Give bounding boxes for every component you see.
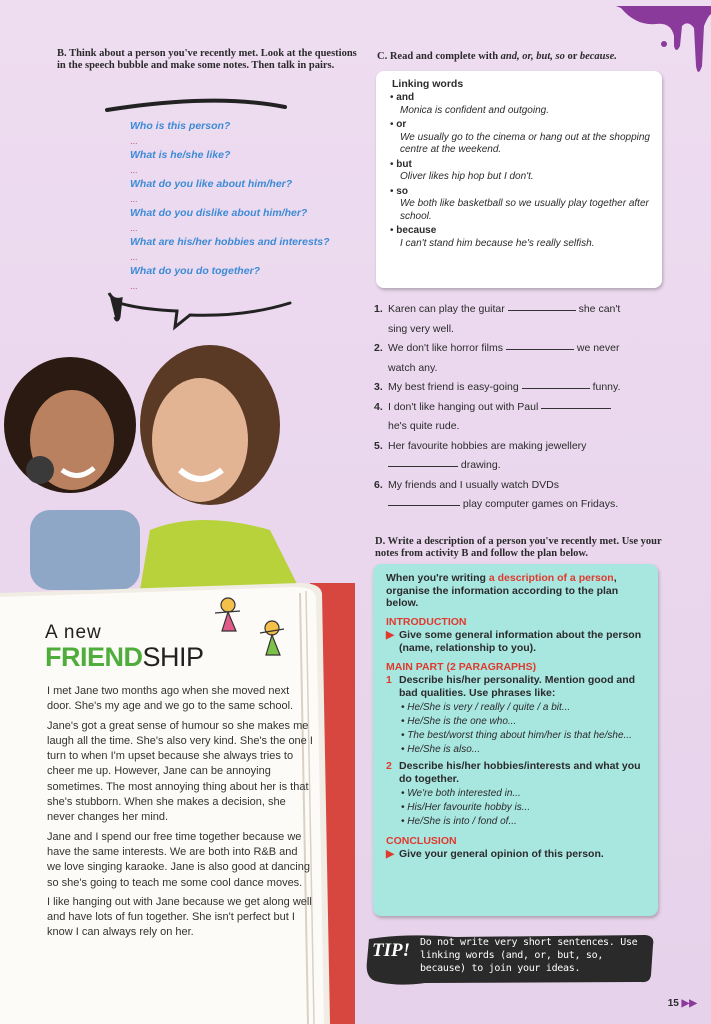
exercise-6 bbox=[374, 476, 664, 515]
exercise-text: play computer games on Fridays. bbox=[462, 498, 619, 510]
question-6: What do you do together? bbox=[130, 265, 261, 277]
main-point-1-text: Describe his/her personality. Mention good and bad qualities. Use phrases like: bbox=[399, 673, 636, 699]
question-1: Who is this person? bbox=[130, 120, 231, 132]
main-point-2 bbox=[386, 760, 646, 786]
exercise-number: 2. bbox=[374, 342, 383, 354]
dots: ... bbox=[130, 223, 138, 233]
plan-intro bbox=[386, 572, 646, 610]
linking-example: Monica is confident and outgoing. bbox=[400, 104, 549, 116]
exercise-text: We don't like horror films bbox=[388, 342, 504, 354]
linking-word: so bbox=[396, 185, 408, 197]
exercise-text: drawing. bbox=[460, 459, 501, 471]
dots: ... bbox=[130, 281, 138, 291]
linking-word: but bbox=[396, 158, 412, 170]
exercise-list bbox=[374, 300, 664, 515]
number-2: 2 bbox=[386, 759, 392, 772]
exercise-text: he's quite rude. bbox=[388, 420, 460, 432]
plan-intro-text: , organise the information according to the plan below. bbox=[386, 572, 619, 609]
main-part-heading: MAIN PART (2 PARAGRAPHS) bbox=[386, 660, 537, 673]
answer-blank[interactable] bbox=[388, 495, 460, 506]
page-number bbox=[668, 998, 697, 1009]
linking-words-box bbox=[376, 71, 662, 288]
exercise-2 bbox=[374, 339, 664, 378]
plan-intro-text: When you're writing bbox=[386, 572, 489, 584]
phrase: • He/She is also... bbox=[401, 743, 481, 755]
story-title-small: A new bbox=[45, 622, 102, 643]
exercise-text: My friends and I usually watch DVDs bbox=[388, 478, 559, 491]
question-list bbox=[130, 120, 360, 294]
section-c-title-or: or bbox=[564, 51, 580, 62]
conclusion-text: Give your general opinion of this person. bbox=[399, 847, 604, 860]
section-c-title bbox=[377, 51, 677, 63]
phrase: • He/She is very / really / quite / a bit... bbox=[401, 701, 571, 713]
linking-example: We usually go to the cinema or hang out at the shopping centre at the weekend. bbox=[400, 131, 650, 155]
phrase: • We're both interested in... bbox=[401, 787, 521, 799]
linking-word-item: • and Monica is confident and outgoing. bbox=[390, 92, 662, 117]
exercise-text: Her favourite hobbies are making jewellery bbox=[388, 439, 587, 452]
dots: ... bbox=[130, 136, 138, 146]
exercise-text: sing very well. bbox=[388, 322, 454, 335]
writing-plan-box bbox=[373, 564, 658, 916]
exercise-text: My best friend is easy-going bbox=[388, 381, 519, 393]
exercise-number: 6. bbox=[374, 478, 383, 491]
forward-arrows-icon: ▶▶ bbox=[681, 998, 697, 1009]
story-paragraph: I like hanging out with Jane because we get along well and have lots of fun together. She isn't perfect but I know I can always rely on her. bbox=[47, 895, 312, 939]
question-5: What are his/her hobbies and interests? bbox=[130, 236, 330, 248]
story-paragraph: Jane's got a great sense of humour so she makes me laugh all the time. She's also very kind. She's the one I turn to when I'm upset because she always tries to cheer me up. However, Jane can be annoying sometimes. The most annoying thing about her is that she's stubborn. When she makes a decision, she never changes her mind. bbox=[47, 719, 313, 824]
story-text bbox=[47, 684, 313, 945]
exercise-number: 3. bbox=[374, 381, 383, 393]
section-c-title-prefix: C. Read and complete with bbox=[377, 51, 501, 62]
linking-word-item: • so We both like basketball so we usually play together after school. bbox=[390, 186, 662, 224]
dots: ... bbox=[130, 165, 138, 175]
linking-words-title: Linking words bbox=[392, 78, 464, 90]
linking-word-item: • because I can't stand him because he's really selfish. bbox=[390, 225, 662, 250]
exercise-number: 5. bbox=[374, 439, 383, 452]
linking-word-item: • but Oliver likes hip hop but I don't. bbox=[390, 159, 662, 184]
question-2: What is he/she like? bbox=[130, 149, 231, 161]
story-title-friend: FRIEND bbox=[45, 642, 143, 672]
answer-blank[interactable] bbox=[506, 339, 574, 350]
dots: ... bbox=[130, 194, 138, 204]
question-3: What do you like about him/her? bbox=[130, 178, 293, 190]
answer-blank[interactable] bbox=[388, 456, 458, 467]
exercise-text: Karen can play the guitar bbox=[388, 303, 505, 315]
answer-blank[interactable] bbox=[541, 398, 611, 409]
exercise-text: she can't bbox=[578, 303, 621, 315]
exercise-text: I don't like hanging out with Paul bbox=[388, 400, 539, 413]
introduction-point bbox=[386, 629, 646, 655]
phrase: • He/She is into / fond of... bbox=[401, 815, 517, 827]
exercise-3 bbox=[374, 378, 664, 398]
exercise-number: 1. bbox=[374, 303, 383, 315]
answer-blank[interactable] bbox=[522, 378, 590, 389]
conclusion-point bbox=[386, 848, 646, 861]
story-title-big bbox=[45, 642, 204, 673]
exercise-1 bbox=[374, 300, 664, 339]
section-d-title: D. Write a description of a person you've recently met. Use your notes from activity B and follow the plan below. bbox=[375, 536, 662, 559]
introduction-heading: INTRODUCTION bbox=[386, 615, 467, 628]
exercise-4 bbox=[374, 398, 664, 437]
tip-label: TIP! bbox=[372, 940, 410, 961]
tip-text: Do not write very short sentences. Use linking words (and, or, but, so, because) to join your ideas. bbox=[420, 937, 638, 974]
phrase: • He/She is the one who... bbox=[401, 715, 517, 727]
linking-word: because bbox=[396, 225, 437, 236]
exercise-number: 4. bbox=[374, 400, 383, 413]
section-c-title-words: and, or, but, so bbox=[500, 51, 565, 62]
section-c-title-because: because. bbox=[579, 51, 617, 62]
exercise-text: funny. bbox=[592, 381, 621, 393]
conclusion-heading: CONCLUSION bbox=[386, 834, 457, 847]
main-point-2-text: Describe his/her hobbies/interests and what you do together. bbox=[399, 759, 641, 785]
exercise-text: we never bbox=[576, 342, 620, 354]
phrase: • The best/worst thing about him/her is that he/she... bbox=[401, 729, 632, 741]
phrase: • His/Her favourite hobby is... bbox=[401, 801, 531, 813]
section-b-title: B. Think about a person you've recently met. Look at the questions in the speech bubble and make some notes. Then talk in pairs. bbox=[57, 48, 357, 71]
arrow-bullet-icon: ▶ bbox=[386, 628, 395, 641]
answer-blank[interactable] bbox=[508, 300, 576, 311]
main-point-1 bbox=[386, 674, 646, 700]
exercise-text: watch any. bbox=[388, 361, 438, 374]
question-4: What do you dislike about him/her? bbox=[130, 207, 308, 219]
linking-example: We both like basketball so we usually play together after school. bbox=[400, 198, 649, 222]
story-paragraph: Jane and I spend our free time together because we have the same interests. We are both into R&B and we love singing karaoke. Jane is also good at dancing so she's going to teach me some cool dance moves. bbox=[47, 830, 310, 889]
linking-example: I can't stand him because he's really selfish. bbox=[400, 237, 595, 249]
introduction-text: Give some general information about the person (name, relationship to you). bbox=[399, 628, 642, 654]
page-number-text: 15 bbox=[667, 998, 679, 1009]
arrow-bullet-icon: ▶ bbox=[386, 847, 395, 860]
photo-two-girls bbox=[0, 330, 340, 590]
exercise-5 bbox=[374, 437, 664, 476]
number-1: 1 bbox=[386, 673, 392, 686]
linking-example: Oliver likes hip hop but I don't. bbox=[400, 171, 534, 182]
story-title-ship: SHIP bbox=[142, 642, 204, 672]
story-paragraph: I met Jane two months ago when she moved next door. She's my age and we go to the same school. bbox=[47, 685, 294, 713]
linking-word-item: • or We usually go to the cinema or hang out at the shopping centre at the weekend. bbox=[390, 119, 662, 157]
linking-word: or bbox=[396, 119, 407, 130]
plan-intro-highlight: a description of a person bbox=[488, 572, 614, 584]
linking-word: and bbox=[396, 92, 415, 103]
dots: ... bbox=[130, 252, 138, 262]
